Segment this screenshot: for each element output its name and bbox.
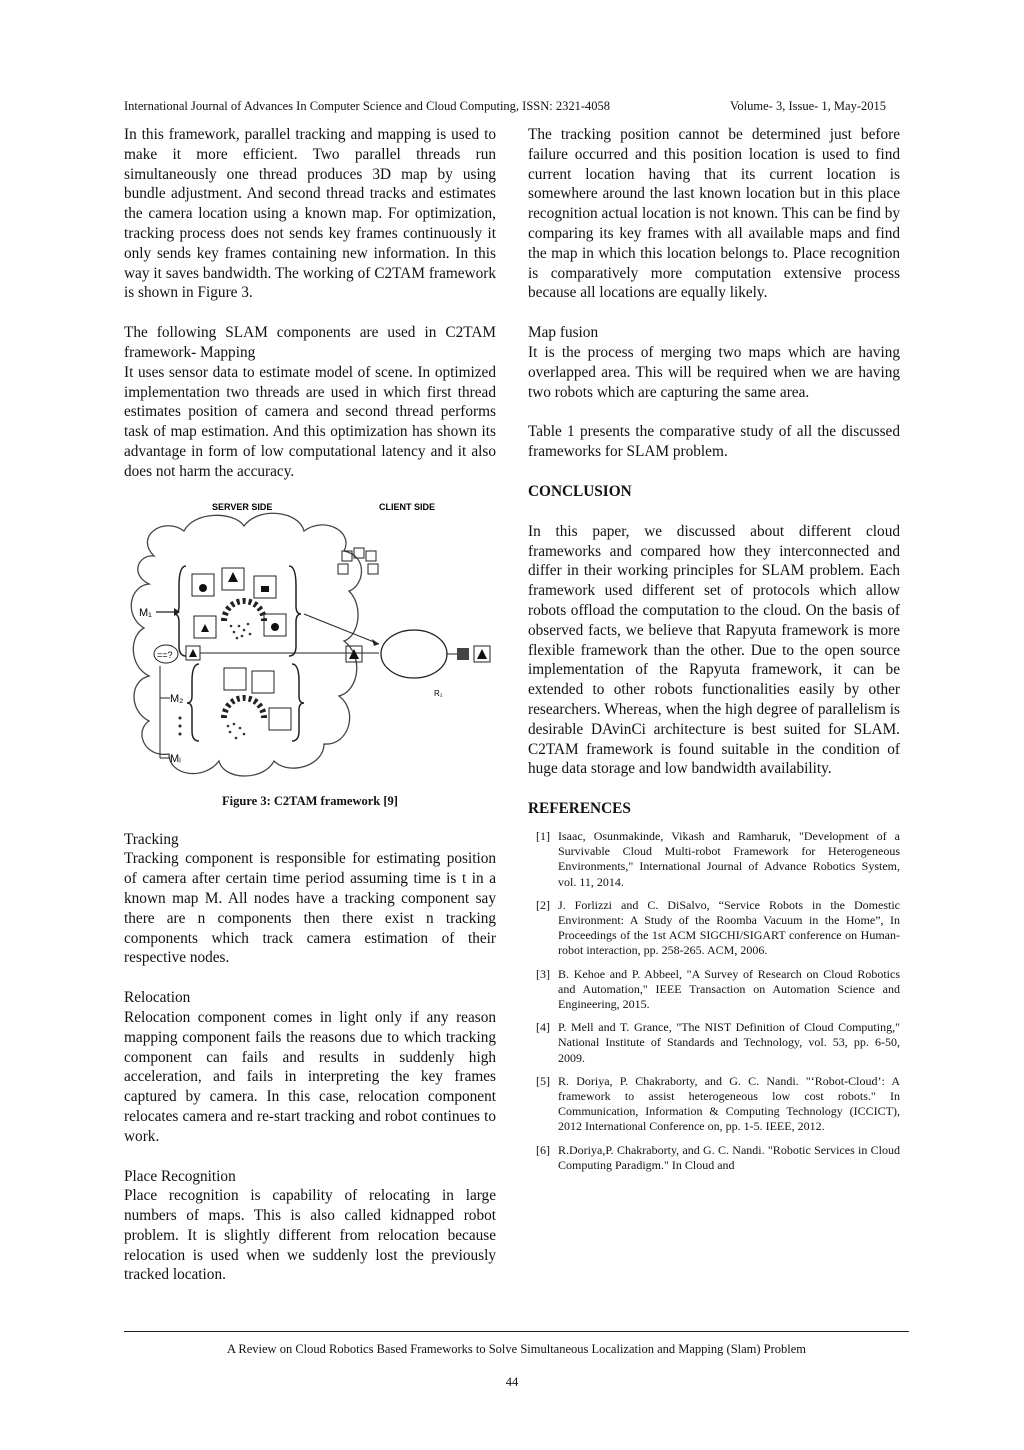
m1-label: M₁ — [139, 606, 152, 619]
reference-item: [5] R. Doriya, P. Chakraborty, and G. C. Nandi. "‘Robot-Cloud’: A framework to assist heterogeneous low cost robots." In Communication, Information & Computing Technology (ICCICT), 2012 International Conference on, pp. 1-5. IEEE, 2012. — [536, 1073, 900, 1134]
reference-item: [6] R.Doriya,P. Chakraborty, and G. C. Nandi. "Robotic Services in Cloud Computing Paradigm." In Cloud and — [536, 1142, 900, 1172]
fusion-heading: Map fusion — [528, 324, 599, 342]
relocation-paragraph: Relocation component comes in light only if any reason mapping component fails the reasons due to which tracking component can fails and results in suddenly high acceleration, and fails in interpreting the key frames captured by camera. In this case, relocation component relocates camera and re-start tracking and robot continues to work. — [124, 1008, 496, 1145]
journal-name: International Journal of Advances In Computer Science and Cloud Computing, ISSN: 2321-4058 — [124, 99, 611, 113]
compare-label: ==? — [157, 649, 173, 660]
c2tam-diagram — [124, 496, 496, 796]
figure-3 — [124, 496, 496, 816]
right-paragraph-1: The tracking position cannot be determined just before failure occurred and this position location is used to find current location having that its current location is somewhere around the last known location but in this place recognition actual location is not known. This can be find by comparing its key frames with all available maps and find the map in which this location belongs to. Place recognition is comparatively more computation extensive process because all locations are equally likely. — [528, 126, 900, 302]
m2-label: M₂ — [170, 692, 184, 705]
server-side-label: SERVER SIDE — [212, 501, 273, 512]
mi-label: Mᵢ — [170, 752, 181, 765]
client-side-label: CLIENT SIDE — [379, 501, 436, 512]
tracking-paragraph: Tracking component is responsible for estimating position of camera after certain time period assuming time is t in a known map M. All nodes have a tracking component say there are n components then there exist n tracking components which track camera estimation of their respective nodes. — [124, 850, 496, 967]
left-paragraph-2a: The following SLAM components are used in C2TAM framework- Mapping — [124, 324, 496, 361]
table-paragraph: Table 1 presents the comparative study of all the discussed frameworks for SLAM problem. — [528, 423, 900, 461]
r1-label: R₁ — [434, 688, 443, 698]
left-paragraph-1: In this framework, parallel tracking and mapping is used to make it more efficient. Two parallel threads run simultaneously one thread produces 3D map by using bundle adjustment. And second thread tracks and estimates the camera location using a known map. For optimization, tracking process does not sends key frames continuously it only sends key frames containing new information. In this way it saves bandwidth. The working of C2TAM framework is shown in Figure 3. — [124, 126, 496, 302]
place-paragraph: Place recognition is capability of relocating in large numbers of maps. This is also called kidnapped robot problem. It is slightly different from relocation because relocation is used when we suddenly lost the previously tracked location. — [124, 1187, 496, 1284]
footer-divider — [124, 1331, 909, 1332]
relocation-heading: Relocation — [124, 989, 191, 1007]
running-footer: A Review on Cloud Robotics Based Frameworks to Solve Simultaneous Localization and Mapping (Slam) Problem — [226, 1342, 807, 1356]
reference-item: [2] J. Forlizzi and C. DiSalvo, “Service Robots in the Domestic Environment: A Study of the Roomba Vacuum in the Home”, In Proceedings of the 1st ACM SIGCHI/SIGART conference on Human-robot interaction, pp. 258-265. ACM, 2006. — [536, 897, 900, 958]
references-list — [528, 829, 900, 1173]
reference-item: [3] B. Kehoe and P. Abbeel, "A Survey of Research on Cloud Robotics and Automation," IEEE Transaction on Automation Science and Engineering, 2015. — [536, 966, 900, 1011]
tracking-heading: Tracking — [124, 830, 179, 848]
volume-info: Volume- 3, Issue- 1, May-2015 — [730, 99, 886, 113]
place-heading: Place Recognition — [124, 1167, 236, 1185]
references-heading: REFERENCES — [528, 800, 631, 818]
fusion-paragraph: It is the process of merging two maps which are having overlapped area. This will be required when we are having two robots which are capturing the same area. — [528, 343, 900, 401]
left-paragraph-2b: It uses sensor data to estimate model of scene. In optimized implementation two threads are used in which first thread estimates position of camera and second thread performs task of map estimation. And this optimization has shown its advantage in form of low computational latency and it also does not harm the accuracy. — [124, 363, 496, 480]
page-number: 44 — [505, 1375, 519, 1389]
conclusion-heading: CONCLUSION — [528, 482, 632, 500]
reference-item: [4] P. Mell and T. Grance, "The NIST Definition of Cloud Computing," National Institute of Standards and Technology, vol. 53, pp. 6-50, 2009. — [536, 1020, 900, 1065]
reference-item: [1] Isaac, Osunmakinde, Vikash and Ramharuk, "Development of a Survivable Cloud Multi-robot Framework for Heterogeneous Environments," International Journal of Advance Robotics System, vol. 11, 2014. — [536, 828, 900, 889]
left-column — [124, 125, 496, 1285]
conclusion-paragraph: In this paper, we discussed about different cloud frameworks and compared how they interconnected and differ in their working principles for SLAM problem. Each framework used different set of protocols which allow robots offload the computation to the cloud. On the basis of observed facts, we believe that Rapyuta framework is more flexible framework than the other. Due to the open source implementation of the Rapyuta framework, it can be extended to other robots functionalities easily by other researchers. Whereas, when the high degree of parallelism is desirable DAvinCi architecture is best suited for SLAM. C2TAM framework is found suitable in the condition of huge data storage and low bandwidth availability. — [528, 522, 900, 778]
figure-caption: Figure 3: C2TAM framework [9] — [222, 793, 398, 808]
right-column — [528, 125, 900, 1181]
running-header — [124, 99, 886, 114]
